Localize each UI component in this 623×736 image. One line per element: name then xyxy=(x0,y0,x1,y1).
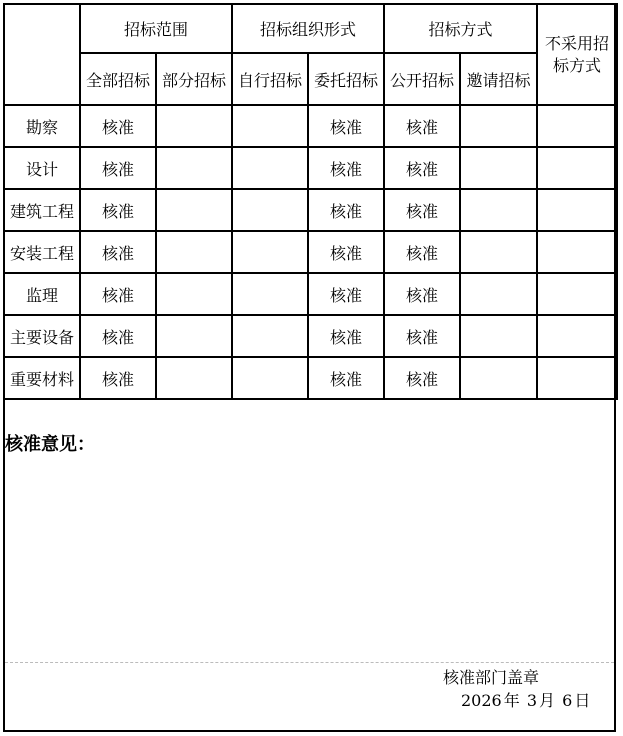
header-method: 招标方式 xyxy=(384,4,537,53)
table-cell: 核准 xyxy=(308,357,384,399)
table-cell xyxy=(460,147,537,189)
subheader-cell: 委托招标 xyxy=(308,53,384,105)
subheader-cell: 公开招标 xyxy=(384,53,460,105)
table-cell xyxy=(537,315,617,357)
table-cell xyxy=(537,147,617,189)
table-cell: 核准 xyxy=(80,357,156,399)
date-year-unit: 年 xyxy=(503,691,520,710)
row-label: 重要材料 xyxy=(4,357,80,399)
table-cell xyxy=(156,315,232,357)
table-cell xyxy=(460,105,537,147)
table-cell xyxy=(232,357,308,399)
row-label: 勘察 xyxy=(4,105,80,147)
table-cell xyxy=(460,273,537,315)
date-day: 6 xyxy=(562,691,573,710)
table-cell xyxy=(460,189,537,231)
stamp-label: 核准部门盖章 xyxy=(443,668,540,687)
date-month: 3 xyxy=(526,691,538,710)
date-month-unit: 月 xyxy=(539,691,556,710)
table-cell xyxy=(460,357,537,399)
approval-table xyxy=(3,3,618,400)
table-cell: 核准 xyxy=(308,315,384,357)
subheader-cell: 自行招标 xyxy=(232,53,308,105)
row-label: 安装工程 xyxy=(4,231,80,273)
header-no-tender: 不采用招标方式 xyxy=(537,4,617,105)
opinion-section xyxy=(3,413,616,732)
table-cell: 核准 xyxy=(384,105,460,147)
table-row xyxy=(4,105,617,147)
subheader-cell: 部分招标 xyxy=(156,53,232,105)
table-cell: 核准 xyxy=(308,231,384,273)
table-cell: 核准 xyxy=(384,231,460,273)
table-cell xyxy=(232,147,308,189)
subheader-cell: 全部招标 xyxy=(80,53,156,105)
table-cell: 核准 xyxy=(384,147,460,189)
row-label: 主要设备 xyxy=(4,315,80,357)
table-cell: 核准 xyxy=(80,273,156,315)
table-cell: 核准 xyxy=(80,231,156,273)
table-row xyxy=(4,273,617,315)
table-cell xyxy=(156,357,232,399)
table-row xyxy=(4,357,617,399)
table-cell: 核准 xyxy=(384,315,460,357)
divider xyxy=(5,662,614,663)
table-cell xyxy=(156,147,232,189)
table-cell xyxy=(537,105,617,147)
table-cell xyxy=(537,273,617,315)
row-label: 设计 xyxy=(4,147,80,189)
table-row xyxy=(4,231,617,273)
table-cell: 核准 xyxy=(80,315,156,357)
table-cell: 核准 xyxy=(308,147,384,189)
table-cell: 核准 xyxy=(80,147,156,189)
table-cell xyxy=(460,231,537,273)
row-label: 监理 xyxy=(4,273,80,315)
table-cell xyxy=(156,231,232,273)
opinion-title: 核准意见： xyxy=(5,434,95,455)
table-cell: 核准 xyxy=(384,357,460,399)
table-cell xyxy=(156,273,232,315)
approval-date xyxy=(460,688,591,711)
table-row xyxy=(4,315,617,357)
corner-cell xyxy=(4,4,80,105)
table-cell: 核准 xyxy=(308,189,384,231)
table-cell xyxy=(537,357,617,399)
date-day-unit: 日 xyxy=(574,691,591,710)
header-scope: 招标范围 xyxy=(80,4,232,53)
table-cell: 核准 xyxy=(384,189,460,231)
table-cell xyxy=(232,315,308,357)
table-cell xyxy=(232,231,308,273)
row-label: 建筑工程 xyxy=(4,189,80,231)
table-cell xyxy=(156,189,232,231)
table-cell xyxy=(232,105,308,147)
date-year: 2026 xyxy=(461,691,502,710)
table-cell: 核准 xyxy=(308,273,384,315)
table-cell xyxy=(460,315,537,357)
table-cell: 核准 xyxy=(80,105,156,147)
table-cell xyxy=(156,105,232,147)
table-cell: 核准 xyxy=(384,273,460,315)
table-cell: 核准 xyxy=(308,105,384,147)
header-org-form: 招标组织形式 xyxy=(232,4,384,53)
table-cell xyxy=(537,231,617,273)
table-cell xyxy=(537,189,617,231)
table-body xyxy=(4,105,617,399)
table-row xyxy=(4,147,617,189)
table-cell xyxy=(232,273,308,315)
table-cell: 核准 xyxy=(80,189,156,231)
table-row xyxy=(4,189,617,231)
table-cell xyxy=(232,189,308,231)
subheader-cell: 邀请招标 xyxy=(460,53,537,105)
